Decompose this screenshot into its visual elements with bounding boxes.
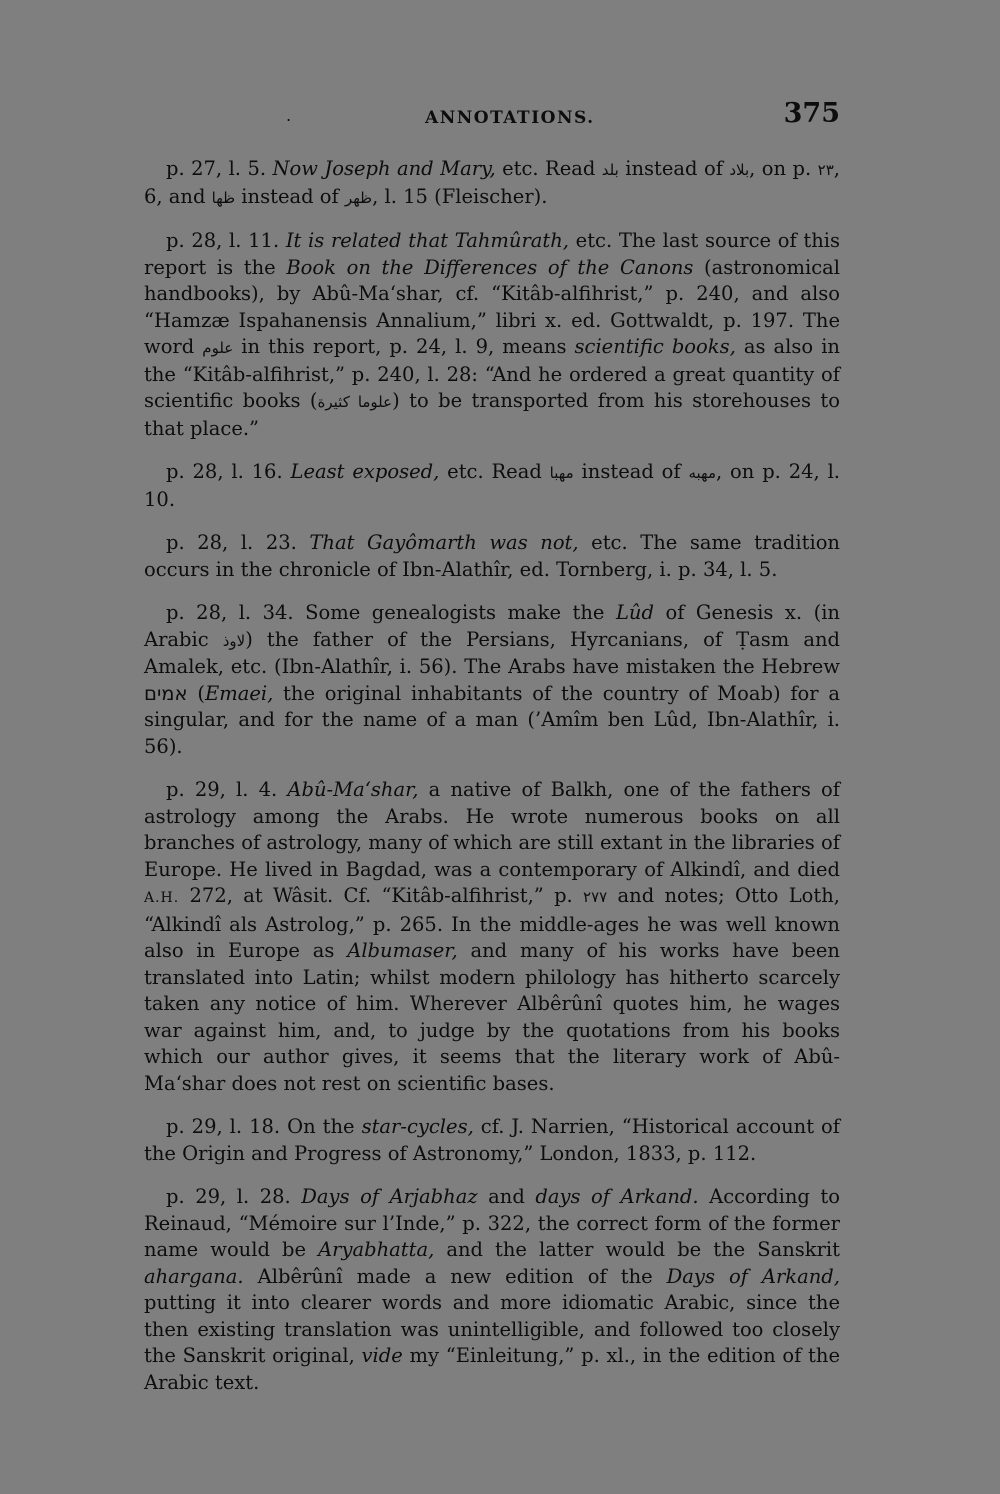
arabic-word: مهبا xyxy=(549,464,574,482)
annotation-text: etc. The last source of this report is the xyxy=(144,229,840,279)
running-head xyxy=(0,98,1000,138)
annotation-paragraph xyxy=(144,777,840,1097)
italic-text: Least exposed, xyxy=(290,460,440,483)
annotation-text: ) the father of the Persians, Hyrcanians, of Ṭasm and Amalek, etc. (Ibn-Alathîr, i. 56). The Arabs have mistaken the Hebrew xyxy=(144,627,840,678)
italic-text: Days of Arjabhaz xyxy=(301,1185,478,1208)
annotation-text: instead of xyxy=(618,157,730,180)
italic-text: That Gayômarth was not, xyxy=(309,531,579,554)
italic-text: star-cycles, xyxy=(361,1115,474,1138)
annotation-text: in this report, p. 24, l. 9, means xyxy=(233,335,575,358)
annotation-text: 272, at Wâsit. Cf. “Kitâb-alfihrist,” p. xyxy=(179,884,584,907)
arabic-word: ٢٧٧ xyxy=(583,888,608,906)
annotation-paragraph xyxy=(144,228,840,442)
annotation-paragraph xyxy=(144,459,840,513)
annotation-text: , 6, and xyxy=(144,157,840,208)
annotation-text: and xyxy=(477,1185,536,1208)
annotation-text: a native of Balkh, one of the fathers of astrology among the Arabs. He wrote numerous books on all branches of astrology, many of which are still extant in the libraries of Europe. He lived in Bagdad, was a contemporary of Alkindî, and died xyxy=(144,778,840,881)
arabic-word: ظها xyxy=(211,188,236,207)
arabic-word: مهبه xyxy=(688,464,717,482)
annotation-text: etc. Read xyxy=(439,460,550,483)
arabic-word: لاوذ xyxy=(222,631,246,650)
annotation-text: the original inhabitants of the country of Moab) for a singular, and for the name of a man (’Amîm ben Lûd, Ibn-Alathîr, i. 56). xyxy=(144,681,840,758)
annotation-text: cf. J. Narrien, “Historical account of the Origin and Progress of Astronomy,” London, 1833, p. 112. xyxy=(144,1115,840,1165)
italic-text: Aryabhatta, xyxy=(318,1238,435,1261)
annotation-text: , on p. xyxy=(749,157,818,180)
annotation-paragraph xyxy=(144,1114,840,1167)
annotation-text: Some genealogists make the xyxy=(305,601,616,624)
annotation-text: instead of xyxy=(235,184,345,208)
italic-text: vide xyxy=(361,1344,403,1367)
italic-text: ahargana. xyxy=(144,1264,244,1288)
arabic-word: ٢٣ xyxy=(817,161,834,179)
arabic-word: علوما كثيرة xyxy=(317,393,393,411)
annotation-paragraph xyxy=(144,600,840,760)
annotation-text: of Genesis x. (in Arabic xyxy=(144,601,840,651)
annotation-text: and the latter would be the Sanskrit xyxy=(434,1238,840,1261)
annotation-text: instead of xyxy=(573,460,689,483)
italic-text: Emaei, xyxy=(204,681,274,705)
annotation-paragraph xyxy=(144,156,840,211)
arabic-word: ظهر xyxy=(344,188,373,207)
annotation-text: my “Einleitung,” p. xl., in the edition of the Arabic text. xyxy=(144,1344,840,1394)
arabic-word: بلاد xyxy=(729,161,750,179)
annotation-text: (astronomical handbooks), by Abû-Ma‘shar, cf. “Kitâb-alfihrist,” p. 240, and also “Hamzæ Ispahanensis Annalium,” libri x. ed. Gottwaldt, p. 197. The word xyxy=(144,255,840,358)
annotation-text: etc. The same tradition occurs in the chronicle of Ibn-Alathîr, ed. Tornberg, i. p. 34, l. 5. xyxy=(144,531,840,581)
italic-text: Abû-Ma‘shar, xyxy=(287,778,419,801)
italic-text: Lûd xyxy=(615,601,654,624)
italic-text: scientific books, xyxy=(574,335,736,358)
annotation-reference: p. 27, l. 5. xyxy=(166,157,267,180)
annotations-body xyxy=(144,156,840,1413)
running-title: ANNOTATIONS. xyxy=(425,108,595,128)
annotation-text: as also in the “Kitâb-alfihrist,” p. 240, l. 28: “And he ordered a great quantity of scientific books ( xyxy=(144,335,840,412)
annotation-reference: p. 28, l. 23. xyxy=(166,531,297,554)
annotation-text: etc. Read xyxy=(495,157,602,180)
italic-text: Days of Arkand, xyxy=(666,1264,840,1288)
italic-text: It is related that Tahmûrath, xyxy=(285,229,569,252)
annotation-reference: p. 29, l. 28. xyxy=(166,1185,291,1208)
annotation-text: Albêrûnî made a new edition of the xyxy=(243,1264,667,1288)
italic-text: Albumaser, xyxy=(347,939,458,962)
annotation-reference: p. 29, l. 4. xyxy=(166,778,278,801)
annotation-reference: p. 28, l. 11. xyxy=(166,229,280,252)
annotation-text: According to Reinaud, “Mémoire sur l’Inde,” p. 322, the correct form of the former name would be xyxy=(144,1185,840,1261)
annotation-paragraph xyxy=(144,1184,840,1396)
italic-text: days of Arkand. xyxy=(535,1185,699,1208)
annotation-text: putting it into clearer words and more idiomatic Arabic, since the then existing translation was unintelligible, and followed too closely the Sanskrit original, xyxy=(144,1291,840,1367)
arabic-word: بلد xyxy=(601,161,619,179)
arabic-word: علوم xyxy=(202,339,234,357)
header-mark: . xyxy=(286,106,292,125)
annotation-reference: p. 29, l. 18. xyxy=(166,1115,281,1138)
annotation-text: , on p. 24, l. 10. xyxy=(144,460,841,511)
small-caps-text: A.H. xyxy=(144,890,180,906)
annotation-reference: p. 28, l. 16. xyxy=(166,460,283,483)
annotation-text: and many of his works have been translated into Latin; whilst modern philology has hitherto scarcely taken any notice of him. Wherever Albêrûnî quotes him, he wages war against him, and, to judge by the quotations from his books which our author gives, it seems that the literary work of Abû-Ma‘shar does not rest on scientific bases. xyxy=(144,939,840,1095)
annotation-text: ( xyxy=(187,681,205,705)
annotation-text: , l. 15 (Fleischer). xyxy=(372,184,548,208)
annotation-paragraph xyxy=(144,530,840,583)
hebrew-word: אמים xyxy=(144,681,188,705)
annotation-reference: p. 28, l. 34. xyxy=(166,601,294,624)
annotation-text: and notes; Otto Loth, “Alkindî als Astrolog,” p. 265. In the middle-ages he was well known also in Europe as xyxy=(144,884,840,962)
italic-text: Book on the Differences of the Canons xyxy=(286,255,694,279)
annotation-text: On the xyxy=(287,1115,362,1138)
italic-text: Now Joseph and Mary, xyxy=(272,157,496,180)
page-number: 375 xyxy=(783,98,840,129)
annotation-text: ) to be transported from his storehouses to that place.” xyxy=(144,389,840,440)
